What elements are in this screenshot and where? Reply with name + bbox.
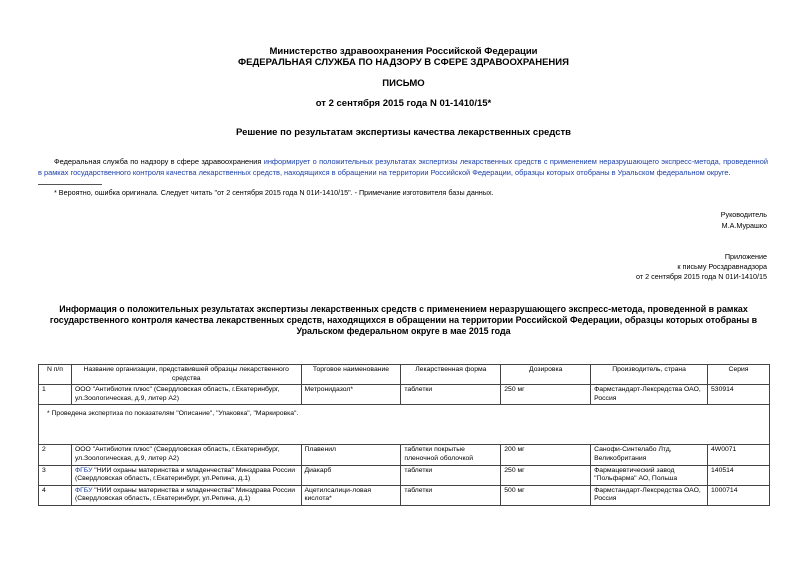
col-header-manufacturer: Производитель, страна xyxy=(591,365,708,385)
cell-dosage-form: таблетки покрытые пленочной оболочкой xyxy=(401,445,501,465)
cell-dosage-form: таблетки xyxy=(401,465,501,485)
cell-organization xyxy=(71,485,301,505)
document-subject: Решение по результатам экспертизы качества лекарственных средств xyxy=(236,127,571,138)
cell-organization xyxy=(71,465,301,485)
info-title xyxy=(0,304,807,337)
appendix-date: от 2 сентября 2015 года N 01И-1410/15 xyxy=(636,272,767,281)
cell-manufacturer: Фармстандарт-Лексредства ОАО, Россия xyxy=(591,385,708,405)
cell-trade-name: Ацетилсалици-ловая кислота* xyxy=(301,485,401,505)
cell-series: 140514 xyxy=(708,465,770,485)
footnote-divider xyxy=(38,184,102,185)
org-link[interactable]: ФГБУ xyxy=(74,466,93,474)
cell-dosage-form: таблетки xyxy=(401,485,501,505)
footnote: * Вероятно, ошибка оригинала. Следует читать "от 2 сентября 2015 года N 01И-1410/15". - Примечание изготовителя базы данных. xyxy=(54,188,494,197)
intro-link[interactable]: информирует о положительных результатах экспертизы лекарственных средств с применением неразрушающего экспресс-метода, проведенной в рамках государственного контроля качества лекарственных средств, находящихся в обращении на территории Российской Федерации, образцы которых отобраны в Уральском федеральном округе xyxy=(38,157,768,177)
col-header-number: N п/п xyxy=(39,365,72,385)
org-text: "НИИ охраны материнства и младенчества" Минздрава России (Свердловская область, г.Екатеринбург, ул.Репина, д.1) xyxy=(74,486,296,503)
info-title-line: Информация о положительных результатах экспертизы лекарственных средств с применением неразрушающего экспресс-метода, проведенной в рамках xyxy=(59,304,748,314)
cell-dosage: 200 мг xyxy=(501,445,591,465)
cell-series: 1000714 xyxy=(708,485,770,505)
org-link[interactable]: ФГБУ xyxy=(74,486,93,494)
cell-number: 4 xyxy=(39,485,72,505)
col-header-dosage-form: Лекарственная форма xyxy=(401,365,501,385)
col-header-organization: Название организации, представившей образцы лекарственного средства xyxy=(71,365,301,385)
cell-dosage: 250 мг xyxy=(501,385,591,405)
ministry-name: Министерство здравоохранения Российской Федерации xyxy=(269,46,538,57)
cell-manufacturer: Фармстандарт-Лексредства ОАО, Россия xyxy=(591,485,708,505)
cell-organization: ООО "Антибиотик плюс" (Свердловская область, г.Екатеринбург, ул.Зоологическая, д.9, литер А2) xyxy=(71,385,301,405)
cell-series: 530914 xyxy=(708,385,770,405)
cell-series: 4W0071 xyxy=(708,445,770,465)
cell-number: 1 xyxy=(39,385,72,405)
signature-position: Руководитель xyxy=(720,210,767,219)
cell-trade-name: Плавенил xyxy=(301,445,401,465)
appendix-title: Приложение xyxy=(724,252,767,261)
document-date: от 2 сентября 2015 года N 01-1410/15* xyxy=(315,98,492,109)
appendix-reference: к письму Росздравнадзора xyxy=(677,262,767,271)
signature-name: М.А.Мурашко xyxy=(721,221,767,230)
cell-number: 2 xyxy=(39,445,72,465)
table-row xyxy=(39,485,770,505)
cell-organization: ООО "Антибиотик плюс" (Свердловская область, г.Екатеринбург, ул.Зоологическая, д.9, литер А2) xyxy=(71,445,301,465)
info-title-line: государственного контроля качества лекарственных средств, находящихся в обращении на территории Российской Федерации, образцы которых отобраны в xyxy=(49,315,758,325)
table-note-row xyxy=(39,405,770,445)
cell-dosage-form: таблетки xyxy=(401,385,501,405)
table-header-row xyxy=(39,365,770,385)
service-name: ФЕДЕРАЛЬНАЯ СЛУЖБА ПО НАДЗОРУ В СФЕРЕ ЗДРАВООХРАНЕНИЯ xyxy=(238,57,569,68)
cell-number: 3 xyxy=(39,465,72,485)
cell-manufacturer: Фармацевтический завод "Польфарма" АО, Польша xyxy=(591,465,708,485)
col-header-dosage: Дозировка xyxy=(501,365,591,385)
col-header-trade-name: Торговое наименование xyxy=(301,365,401,385)
cell-trade-name: Метронидазол* xyxy=(301,385,401,405)
table-row xyxy=(39,385,770,405)
cell-dosage: 250 мг xyxy=(501,465,591,485)
info-title-line: Уральском федеральном округе в мае 2015 года xyxy=(296,326,511,336)
intro-paragraph: Федеральная служба по надзору в сфере здравоохранения информирует о положительных результатах экспертизы лекарственных средств с применением неразрушающего экспресс-метода, проведенной в рамках государственного контроля качества лекарственных средств, находящихся в обращении на территории Российской Федерации, образцы которых отобраны в Уральском федеральном округе. xyxy=(38,157,768,177)
cell-manufacturer: Санофи-Синтелабо Лтд, Великобритания xyxy=(591,445,708,465)
cell-trade-name: Диакарб xyxy=(301,465,401,485)
col-header-series: Серия xyxy=(708,365,770,385)
results-table xyxy=(38,364,770,506)
table-row xyxy=(39,445,770,465)
document-type: ПИСЬМО xyxy=(382,78,425,89)
org-text: "НИИ охраны материнства и младенчества" Минздрава России (Свердловская область, г.Екатеринбург, ул.Репина, д.1) xyxy=(74,466,296,483)
cell-dosage: 500 мг xyxy=(501,485,591,505)
table-note: * Проведена экспертиза по показателям "Описание", "Упаковка", "Маркировка". xyxy=(39,405,770,445)
table-row xyxy=(39,465,770,485)
intro-text: Федеральная служба по надзору в сфере здравоохранения xyxy=(54,157,264,166)
